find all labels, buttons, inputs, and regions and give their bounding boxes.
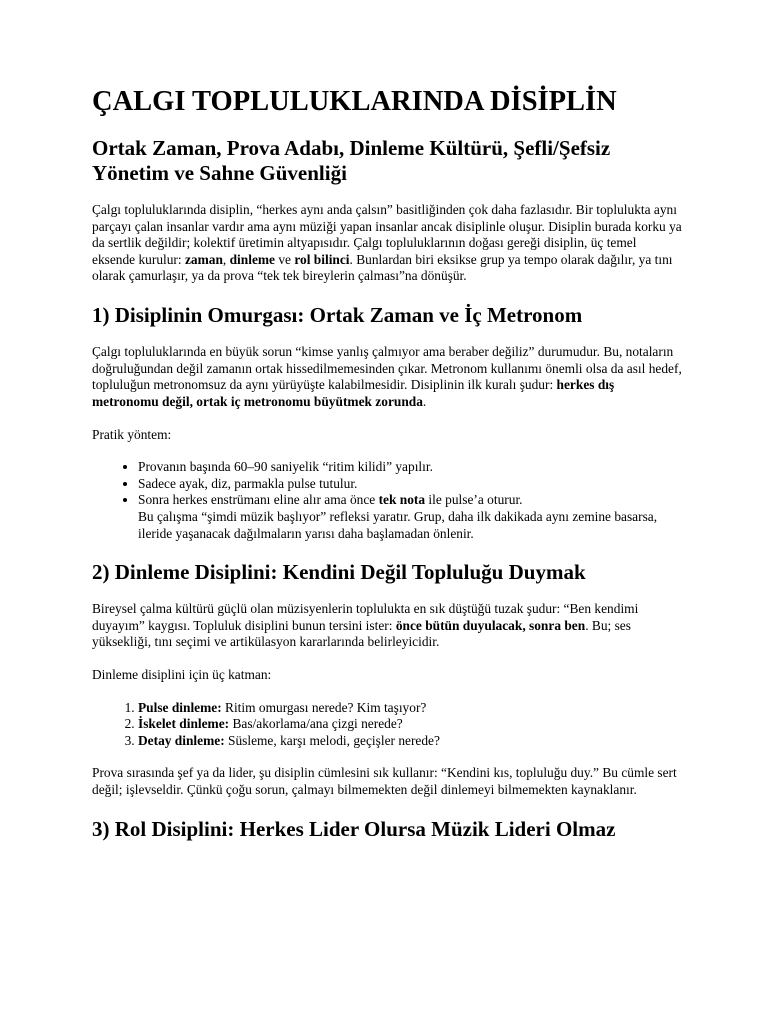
section-2-heading: 2) Dinleme Disiplini: Kendini Değil Topluluğu Duymak [92,560,586,585]
list-item: 3. Detay dinleme: Süsleme, karşı melodi, geçişler nerede? [138,733,682,750]
list-item-continuation: Bu çalışma “şimdi müzik başlıyor” refleksi yaratır. Grup, daha ilk dakikada aynı zemine basarsa, ileride yaşanacak dağılmaların yarısı daha başlamadan önlenir. [138,508,658,541]
section-1-method-label: Pratik yöntem: [92,426,172,442]
list-item: • Provanın başında 60–90 saniyelik “ritim kilidi” yapılır. [138,459,682,476]
list-item: • Sonra herkes enstrümanı eline alır ama önce tek nota ile pulse’a oturur. Bu çalışma “şimdi müzik başlıyor” refleksi yaratır. Grup, daha ilk dakikada aynı zemine basarsa, ileride yaşanacak dağılmaların yarısı daha başlamadan önlenir. [138,492,682,542]
section-2-paragraph: Bireysel çalma kültürü güçlü olan müzisyenlerin toplulukta en sık düştüğü tuzak şudur: “Ben kendimi duyayım” kaygısı. Topluluk disiplini bunun tersini ister: önce bütün duyulacak, sonra ben. Bu; ses yüksekliği, tını seçimi ve artikülasyon kararlarında belirleyicidir. [92,601,639,650]
list-item: 2. İskelet dinleme: Bas/akorlama/ana çizgi nerede? [138,716,682,733]
list-item: 1. Pulse dinleme: Ritim omurgası nerede? Kim taşıyor? [138,700,682,717]
section-1-bullet-list [92,459,682,542]
document-page [92,84,682,858]
section-1-paragraph: Çalgı topluluklarında en büyük sorun “kimse yanlış çalmıyor ama beraber değiliz” durumudur. Bu, notaların doğruluğundan değil zamanın ortak hissedilmemesinden çıkar. Metronom kullanımı önemli olsa da asıl hedef, topluluğun metronomsuz da aynı yürüyüşte kalabilmesidir. Disiplinin ilk kuralı şudur: herkes dış metronomu değil, ortak iç metronomu büyütmek zorunda. [92,344,682,409]
section-2-layers-label: Dinleme disiplini için üç katman: [92,667,272,683]
list-item: • Sadece ayak, diz, parmakla pulse tutulur. [138,476,682,493]
section-2-closing-paragraph: Prova sırasında şef ya da lider, şu disiplin cümlesini sık kullanır: “Kendini kıs, topluluğu duy.” Bu cümle sert değil; işlevseldir. Çünkü çoğu sorun, çalmayı bilmemekten değil dinlemeyi bilmemekten kaynaklanır. [92,765,677,798]
document-title: ÇALGI TOPLULUKLARINDA DİSİPLİN [92,86,617,117]
intro-paragraph: Çalgı topluluklarında disiplin, “herkes aynı anda çalsın” basitliğinden çok daha fazlasıdır. Bir toplulukta aynı parçayı çalan insanlar vardır ama aynı müziği yapan insanlar ancak disiplinle oluşur. Disiplin burada korku ya da sertlik değildir; kolektif üretimin altyapısıdır. Çalgı topluluklarının doğası gereği disiplin, üç temel eksende kurulur: zaman, dinleme ve rol bilinci. Bunlardan biri eksikse grup ya tempo olarak dağılır, ya tını olarak çamurlaşır, ya da prova “tek tek bireylerin çalması”na dönüşür. [92,202,682,284]
section-2-numbered-list [92,700,682,750]
document-subtitle: Ortak Zaman, Prova Adabı, Dinleme Kültürü, Şefli/Şefsiz Yönetim ve Sahne Güvenliği [92,135,611,185]
section-3-heading: 3) Rol Disiplini: Herkes Lider Olursa Müzik Lideri Olmaz [92,816,616,841]
section-1-heading: 1) Disiplinin Omurgası: Ortak Zaman ve İç Metronom [92,302,583,327]
